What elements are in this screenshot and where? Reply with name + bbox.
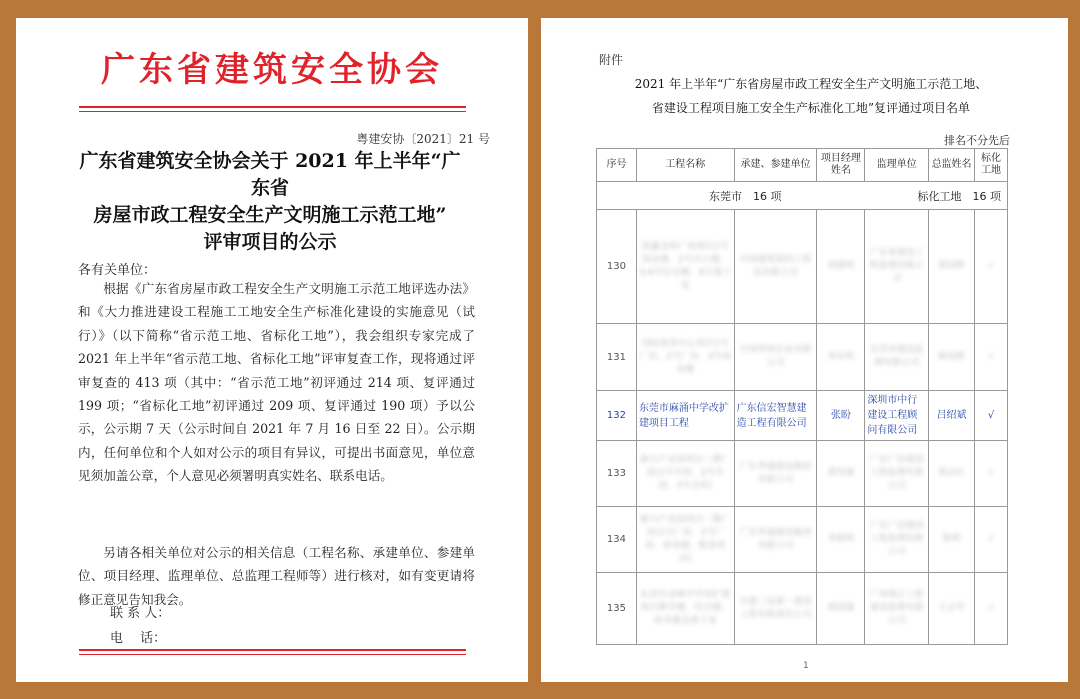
letterhead-title: 广东省建筑安全协会 [101, 50, 443, 90]
chief-supervisor: 梁国辉 [929, 210, 975, 324]
supervisor: 深圳市中行建设工程顾问有限公司 [865, 391, 929, 441]
list-title-line-2: 省建设工程项目施工安全生产标准化工地”复评通过项目名单 [651, 101, 971, 115]
page-number: 1 [803, 661, 809, 671]
project-name: 新兴产业园项目二期厂房(1号车间、2号车间、3号仓库) [636, 441, 734, 507]
chief-supervisor: 王志军 [929, 573, 975, 645]
region-cell [597, 182, 1008, 210]
project-name: 新兴产业园项目一期厂房(1号厂房、2号厂房、宿舍楼、配套用房) [636, 507, 734, 573]
announcement-title [70, 148, 470, 256]
body-paragraph-2: 另请各相关单位对公示的相关信息（工程名称、承建单位、参建单位、项目经理、监理单位、总监理工程师等）进行核对，如有变更请将修正意见告知我会。 [78, 545, 475, 607]
project-name: 凯鑫金科广场项目1号商业楼、2号办公楼、3-6号住宅楼、8号地下室 [636, 210, 734, 324]
chief-supervisor: 吕绍斌 [929, 391, 975, 441]
supervisor: 广东省建设工程监理有限公司 [865, 210, 929, 324]
announcement-page [16, 18, 528, 682]
order-note: 排名不分先后 [944, 134, 1010, 147]
row-number: 134 [597, 507, 637, 573]
header-cell: 总监姓名 [929, 149, 975, 182]
contractor: 中国华西企业有限公司 [734, 324, 817, 391]
project-name: 国际商务中心项目1号厂房、2号厂房、3号宿舍楼 [636, 324, 734, 391]
table-header-row [597, 149, 1008, 182]
footer-rule-bottom [79, 654, 466, 655]
attachment-page [541, 18, 1068, 682]
header-cell: 承建、参建单位 [734, 149, 817, 182]
row-number: 132 [597, 391, 637, 441]
region-label: 标化工地 16 项 [917, 189, 1001, 203]
project-manager: 李振明 [817, 507, 865, 573]
project-name: 东莞市金峰中学改扩建项目教学楼、综合楼、宿舍楼及地下室 [636, 573, 734, 645]
contractor: 广东华诚建设集团有限公司 [734, 441, 817, 507]
phone-label: 电 话： [110, 631, 167, 646]
contractor: 中建三局第一建设工程有限责任公司 [734, 573, 817, 645]
contractor: 广东信宏智慧建造工程有限公司 [734, 391, 817, 441]
project-list-table [596, 148, 1008, 645]
contractor: 广东华诚建设集团有限公司 [734, 507, 817, 573]
region-row [597, 182, 1008, 210]
region-name: 东莞市 16 项 [709, 189, 782, 203]
chief-supervisor: 郑志红 [929, 441, 975, 507]
table-row [597, 507, 1008, 573]
list-title-line-1: 2021 年上半年“广东省房屋市政工程安全生产文明施工示范工地、 [634, 77, 988, 91]
letterhead-rule-top [79, 106, 466, 108]
footer-rule-top [79, 649, 466, 651]
header-cell: 标化工地 [975, 149, 1008, 182]
standard-site-mark: √ [975, 210, 1008, 324]
table-row [597, 210, 1008, 324]
supervisor: 东莞市建设监理有限公司 [865, 324, 929, 391]
table-row-highlighted [597, 391, 1008, 441]
project-manager: 黄伟强 [817, 441, 865, 507]
project-manager: 张盼 [817, 391, 865, 441]
contact-person-label: 联 系 人： [110, 606, 171, 621]
standard-site-mark: √ [975, 441, 1008, 507]
supervisor: 广州珠江工程建设监理有限公司 [865, 573, 929, 645]
contractor: 中国建筑第四工程局有限公司 [734, 210, 817, 324]
supervisor: 广东广信建设工程监理有限公司 [865, 441, 929, 507]
addressee: 各有关单位： [78, 263, 157, 278]
title-line-3: 评审项目的公示 [203, 231, 337, 253]
project-manager: 周国强 [817, 573, 865, 645]
table-row [597, 573, 1008, 645]
body-paragraph-1: 根据《广东省房屋市政工程安全生产文明施工示范工地评选办法》和《大力推进建设工程施工工地安全生产标准化建设的实施意见（试行）》（以下简称“省示范工地、省标化工地”），我会组织专家完成了 2021 年上半年“省示范工地、省标化工地”评审复查工作，现将通过评审复查的 413 项（其中：“省示范工地”初评通过 214 项、复评通过 199 项；“省标化工地”初评通过 209 项、复评通过 190 项）予以公示，公示期 7 天（公示时间自 2021 年 7 月 16 日至 22 日）。公示期内，任何单位和个人如对公示的项目有异议，可提出书面意见，单位意见须加盖公章，个人意见必须署明真实姓名、联系电话。 [78, 281, 475, 484]
standard-site-mark: √ [975, 324, 1008, 391]
title-line-2: 房屋市政工程安全生产文明施工示范工地” [93, 204, 447, 226]
table-row [597, 441, 1008, 507]
document-number: 粤建安协〔2021〕21 号 [356, 132, 490, 146]
letterhead-rule-bottom [79, 111, 466, 112]
standard-site-mark: √ [975, 507, 1008, 573]
title-line-1: 广东省建筑安全协会关于 2021 年上半年“广东省 [79, 150, 461, 199]
table-row [597, 324, 1008, 391]
row-number: 133 [597, 441, 637, 507]
standard-site-mark: √ [975, 391, 1008, 441]
attachment-label: 附件 [599, 53, 624, 67]
row-number: 131 [597, 324, 637, 391]
project-manager: 李东明 [817, 324, 865, 391]
chief-supervisor: 陈国胜 [929, 324, 975, 391]
supervisor: 广东广信建设工程监理有限公司 [865, 507, 929, 573]
project-name: 东莞市麻涌中学改扩建项目工程 [636, 391, 734, 441]
header-cell: 项目经理姓名 [817, 149, 865, 182]
chief-supervisor: 陈明 [929, 507, 975, 573]
row-number: 135 [597, 573, 637, 645]
standard-site-mark: √ [975, 573, 1008, 645]
row-number: 130 [597, 210, 637, 324]
header-cell: 监理单位 [865, 149, 929, 182]
header-cell: 工程名称 [636, 149, 734, 182]
header-cell: 序号 [597, 149, 637, 182]
project-manager: 胡建明 [817, 210, 865, 324]
